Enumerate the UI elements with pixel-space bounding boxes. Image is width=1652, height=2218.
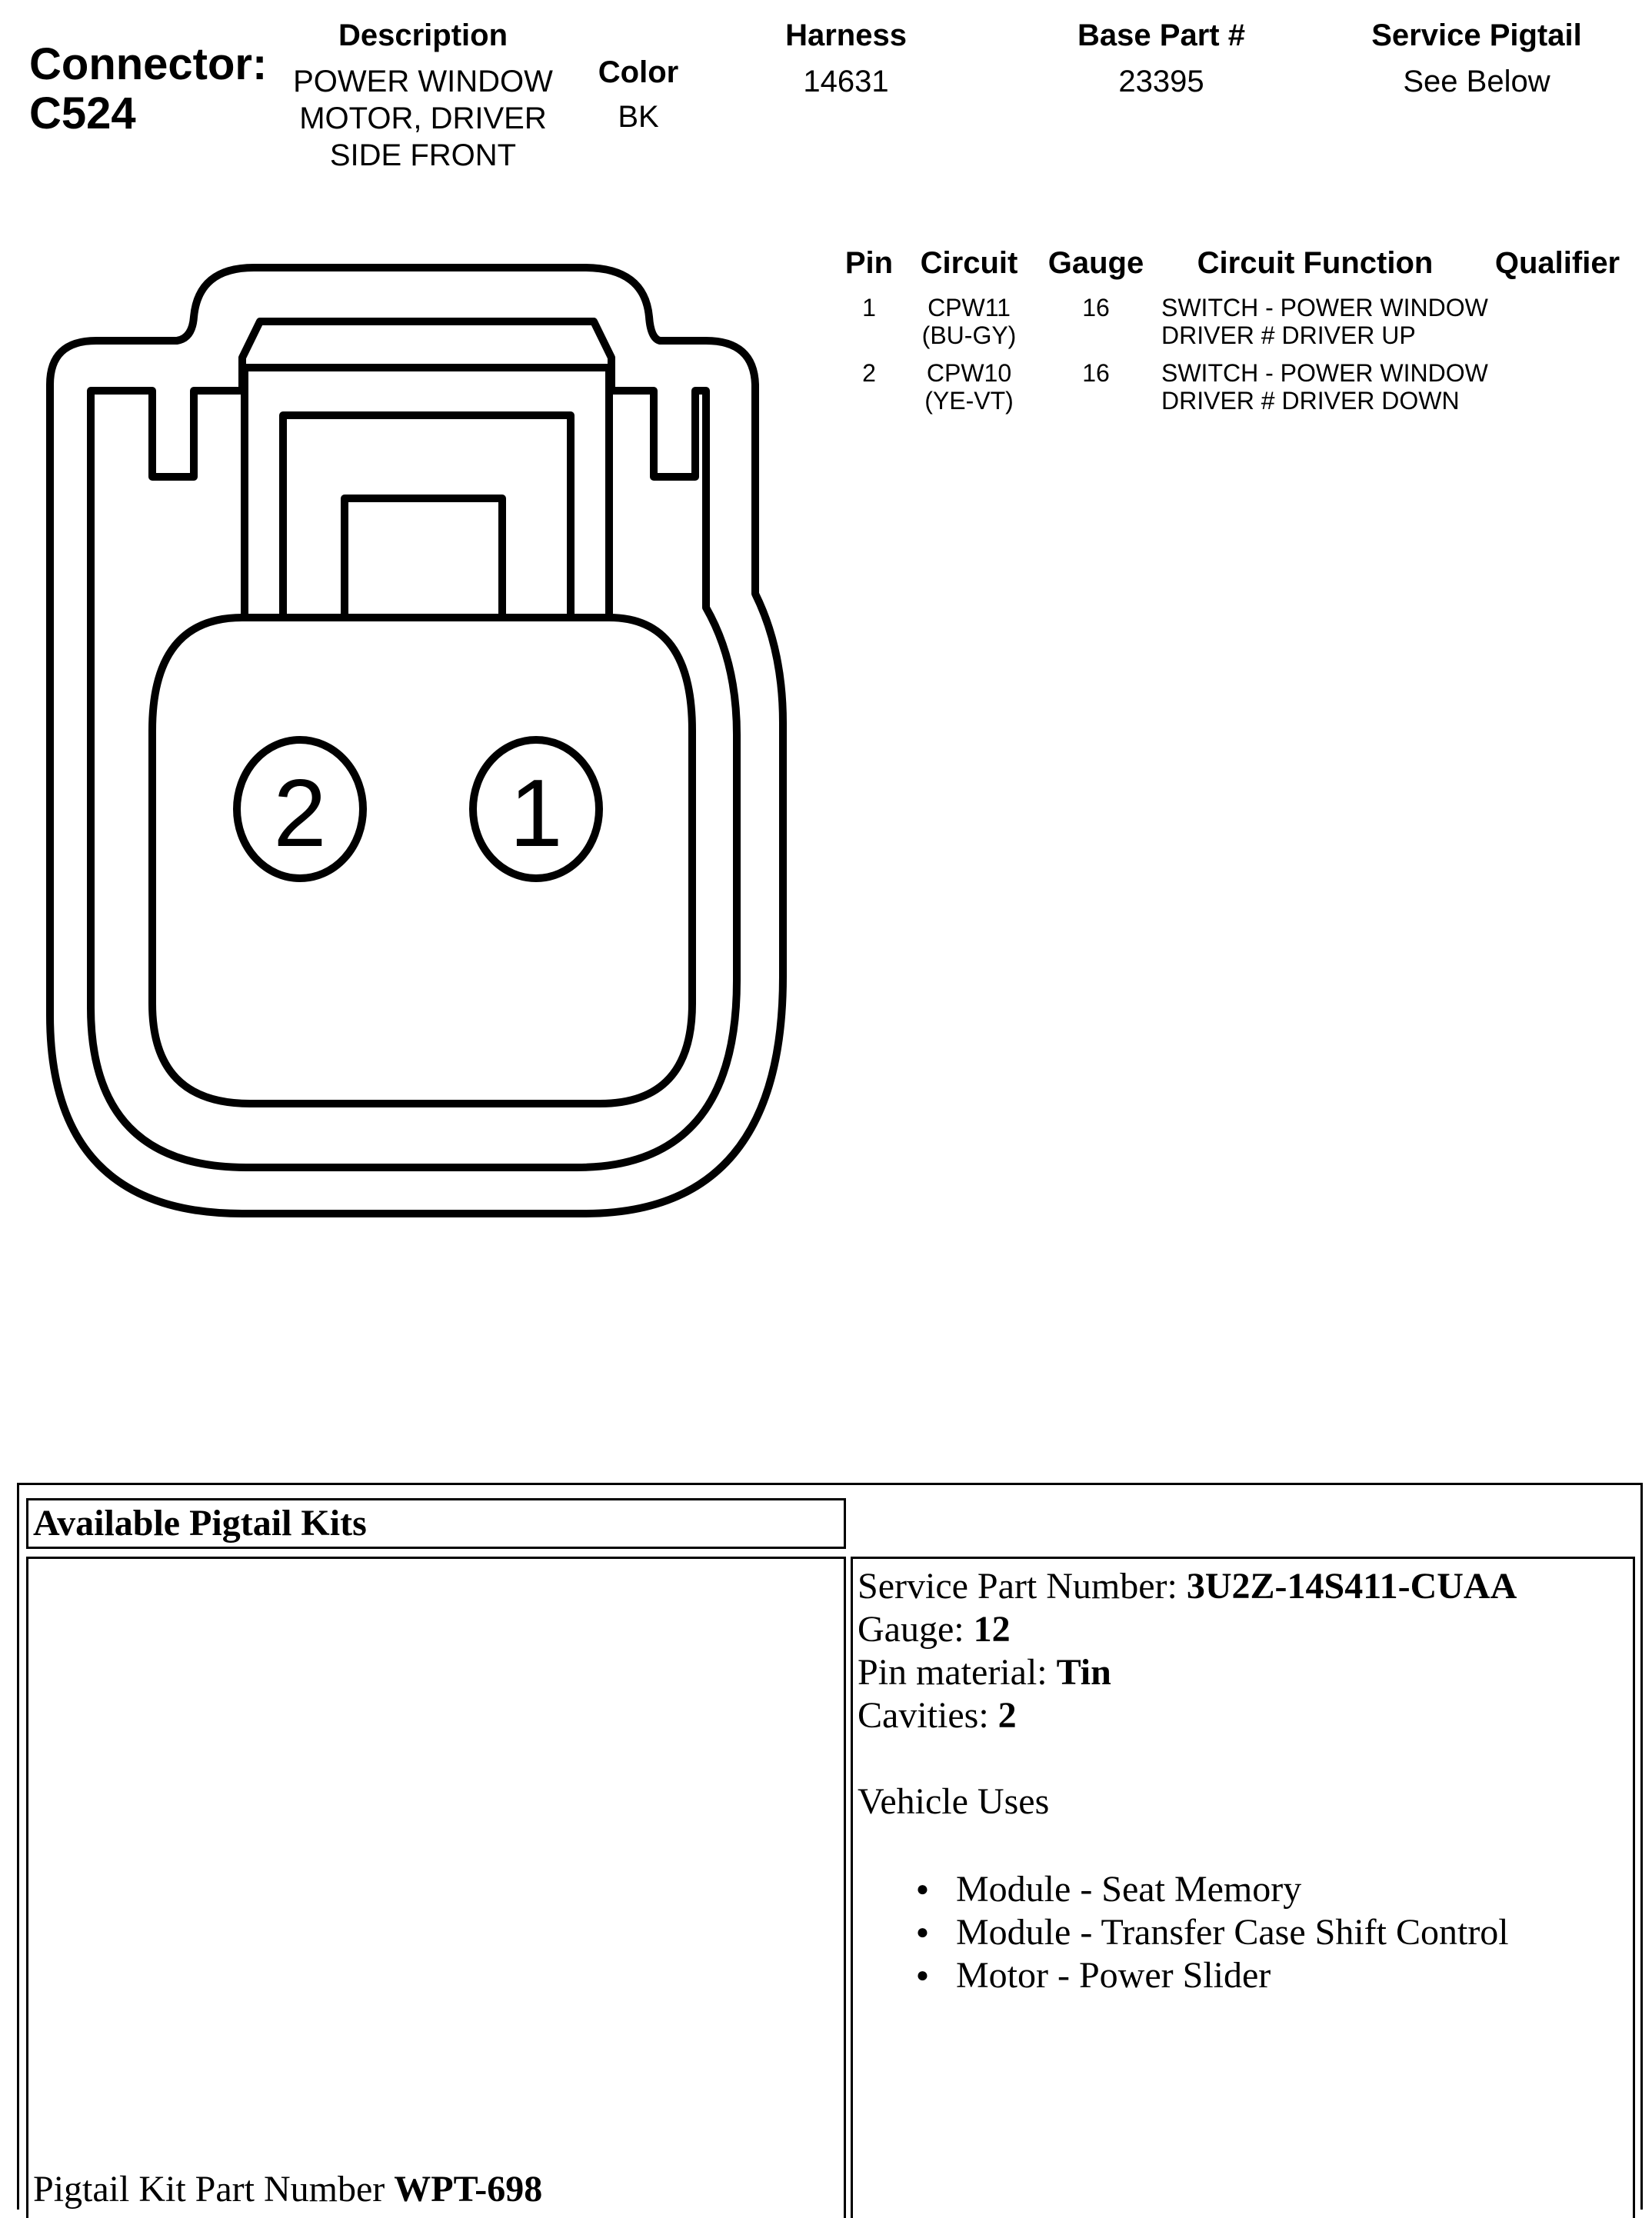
pigtail-kit-part-number: Pigtail Kit Part Number WPT-698 <box>33 2169 543 2210</box>
circuit-column-header: Circuit <box>920 246 1018 280</box>
pin-number: 2 <box>862 359 876 387</box>
pigtail-gauge: Gauge: 12 <box>858 1609 1011 1650</box>
list-item: ● Motor - Power Slider <box>916 1954 1509 1997</box>
latch-inner <box>283 415 571 618</box>
list-item: ● Module - Transfer Case Shift Control <box>916 1911 1509 1954</box>
pigtail-kit-cell <box>26 1557 846 2218</box>
pin-label-1: 1 <box>509 761 563 867</box>
circuit-function: SWITCH - POWER WINDOW DRIVER # DRIVER UP <box>1161 294 1488 349</box>
pigtail-title: Available Pigtail Kits <box>26 1498 846 1549</box>
cavities: Cavities: 2 <box>858 1695 1017 1736</box>
housing-inner-outline <box>91 321 737 1167</box>
description-value: POWER WINDOW MOTOR, DRIVER SIDE FRONT <box>293 65 553 172</box>
circuit-id: CPW11 (BU-GY) <box>921 294 1017 349</box>
pigtail-details-cell <box>851 1557 1635 2218</box>
terminal-face <box>152 618 692 1104</box>
vehicle-uses-list <box>916 1868 1509 1997</box>
pin-number: 1 <box>862 294 876 321</box>
base-part-header: Base Part # <box>1077 18 1245 52</box>
color-value: BK <box>618 100 659 134</box>
pin-column-header: Pin <box>844 246 894 280</box>
circuit-function: SWITCH - POWER WINDOW DRIVER # DRIVER DOWN <box>1161 359 1488 415</box>
latch-outer <box>245 368 609 618</box>
circuit-id: CPW10 (YE-VT) <box>924 359 1014 415</box>
description-header: Description <box>338 18 508 52</box>
color-header: Color <box>598 55 679 89</box>
service-part-number: Service Part Number: 3U2Z-14S411-CUAA <box>858 1566 1517 1607</box>
connector-id: C524 <box>29 88 136 138</box>
pin-material: Pin material: Tin <box>858 1652 1111 1693</box>
qualifier-column-header: Qualifier <box>1494 246 1620 280</box>
connector-face-diagram <box>0 231 815 1246</box>
latch-tab <box>345 498 502 618</box>
harness-header: Harness <box>785 18 907 52</box>
service-pigtail-value: See Below <box>1403 65 1550 98</box>
harness-value: 14631 <box>803 65 889 98</box>
service-pigtail-header: Service Pigtail <box>1371 18 1582 52</box>
vehicle-uses-heading: Vehicle Uses <box>858 1781 1050 1822</box>
pin-label-2: 2 <box>273 761 327 867</box>
gauge-value: 16 <box>1082 359 1110 387</box>
gauge-column-header: Gauge <box>1047 246 1144 280</box>
list-item: ● Module - Seat Memory <box>916 1868 1509 1911</box>
base-part-value: 23395 <box>1118 65 1204 98</box>
function-column-header: Circuit Function <box>1197 246 1434 280</box>
connector-label: Connector: C524 <box>29 39 268 138</box>
gauge-value: 16 <box>1082 294 1110 321</box>
